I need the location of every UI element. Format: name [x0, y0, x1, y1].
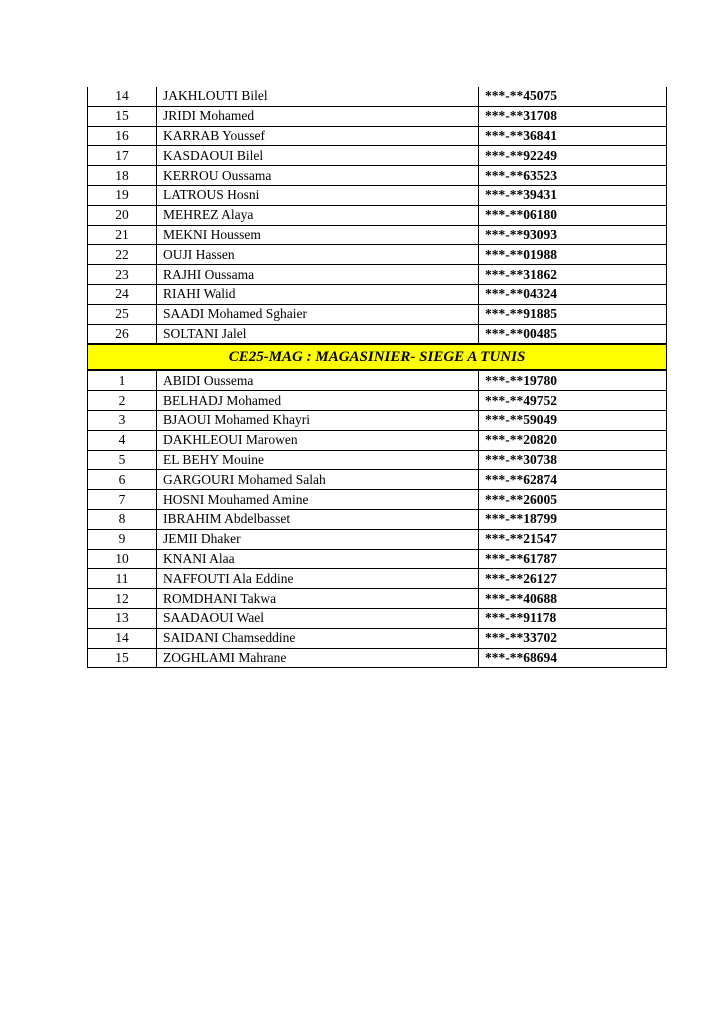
candidate-name: SAADI Mohamed Sghaier: [157, 304, 479, 324]
row-number: 13: [88, 608, 157, 628]
candidate-name: KERROU Oussama: [157, 166, 479, 186]
table-row: [88, 166, 667, 186]
row-number: 21: [88, 225, 157, 245]
candidate-id: ***-**04324: [479, 284, 667, 304]
row-number: 14: [88, 628, 157, 648]
candidate-name: ROMDHANI Takwa: [157, 589, 479, 609]
table-row: [88, 410, 667, 430]
candidate-name: JEMII Dhaker: [157, 529, 479, 549]
row-number: 2: [88, 391, 157, 411]
candidate-id: ***-**20820: [479, 430, 667, 450]
table-row: [88, 608, 667, 628]
table-row: [88, 450, 667, 470]
table-group-1: [88, 87, 667, 344]
candidate-name: MEKNI Houssem: [157, 225, 479, 245]
candidate-name: SOLTANI Jalel: [157, 324, 479, 344]
candidate-id: ***-**31708: [479, 106, 667, 126]
table-section: [88, 344, 667, 370]
candidate-id: ***-**19780: [479, 370, 667, 390]
candidate-id: ***-**93093: [479, 225, 667, 245]
candidate-name: SAADAOUI Wael: [157, 608, 479, 628]
candidate-name: RAJHI Oussama: [157, 265, 479, 285]
candidate-name: JRIDI Mohamed: [157, 106, 479, 126]
candidate-name: GARGOURI Mohamed Salah: [157, 470, 479, 490]
candidate-id: ***-**21547: [479, 529, 667, 549]
candidate-id: ***-**92249: [479, 146, 667, 166]
candidate-name: ABIDI Oussema: [157, 370, 479, 390]
row-number: 24: [88, 284, 157, 304]
candidate-id: ***-**68694: [479, 648, 667, 668]
candidate-id: ***-**63523: [479, 166, 667, 186]
table-row: [88, 106, 667, 126]
row-number: 6: [88, 470, 157, 490]
candidate-name: SAIDANI Chamseddine: [157, 628, 479, 648]
table-row: [88, 284, 667, 304]
candidate-id: ***-**91885: [479, 304, 667, 324]
table-row: [88, 324, 667, 344]
table-row: [88, 370, 667, 390]
row-number: 14: [88, 87, 157, 106]
candidate-name: KASDAOUI Bilel: [157, 146, 479, 166]
candidate-id: ***-**30738: [479, 450, 667, 470]
candidate-name: LATROUS Hosni: [157, 185, 479, 205]
candidate-name: BJAOUI Mohamed Khayri: [157, 410, 479, 430]
candidate-id: ***-**26005: [479, 490, 667, 510]
row-number: 9: [88, 529, 157, 549]
row-number: 12: [88, 589, 157, 609]
candidate-id: ***-**00485: [479, 324, 667, 344]
row-number: 10: [88, 549, 157, 569]
table-row: [88, 529, 667, 549]
table-row: [88, 245, 667, 265]
row-number: 18: [88, 166, 157, 186]
candidate-id: ***-**40688: [479, 589, 667, 609]
candidate-id: ***-**18799: [479, 509, 667, 529]
row-number: 25: [88, 304, 157, 324]
candidate-id: ***-**01988: [479, 245, 667, 265]
candidate-id: ***-**49752: [479, 391, 667, 411]
table-row: [88, 185, 667, 205]
row-number: 4: [88, 430, 157, 450]
candidate-name: BELHADJ Mohamed: [157, 391, 479, 411]
table-row: [88, 549, 667, 569]
candidate-id: ***-**45075: [479, 87, 667, 106]
row-number: 11: [88, 569, 157, 589]
table-group-2: [88, 370, 667, 667]
candidate-id: ***-**36841: [479, 126, 667, 146]
candidate-name: EL BEHY Mouine: [157, 450, 479, 470]
row-number: 8: [88, 509, 157, 529]
candidate-name: MEHREZ Alaya: [157, 205, 479, 225]
row-number: 20: [88, 205, 157, 225]
candidate-id: ***-**61787: [479, 549, 667, 569]
table-row: [88, 470, 667, 490]
candidate-id: ***-**59049: [479, 410, 667, 430]
row-number: 23: [88, 265, 157, 285]
table-row: [88, 205, 667, 225]
table-row: [88, 146, 667, 166]
table-row: [88, 648, 667, 668]
document-page: [87, 87, 658, 668]
table-row: [88, 391, 667, 411]
table-row: [88, 490, 667, 510]
candidate-name: HOSNI Mouhamed Amine: [157, 490, 479, 510]
table-row: [88, 628, 667, 648]
candidate-id: ***-**91178: [479, 608, 667, 628]
table-row: [88, 265, 667, 285]
table-row: [88, 126, 667, 146]
row-number: 15: [88, 106, 157, 126]
table-row: [88, 430, 667, 450]
row-number: 3: [88, 410, 157, 430]
candidate-name: DAKHLEOUI Marowen: [157, 430, 479, 450]
candidate-id: ***-**62874: [479, 470, 667, 490]
section-header-row: [88, 344, 667, 370]
table-row: [88, 304, 667, 324]
candidate-name: OUJI Hassen: [157, 245, 479, 265]
row-number: 16: [88, 126, 157, 146]
candidate-id: ***-**26127: [479, 569, 667, 589]
table-row: [88, 569, 667, 589]
candidate-name: IBRAHIM Abdelbasset: [157, 509, 479, 529]
candidate-name: RIAHI Walid: [157, 284, 479, 304]
candidate-id: ***-**39431: [479, 185, 667, 205]
row-number: 26: [88, 324, 157, 344]
candidate-name: KNANI Alaa: [157, 549, 479, 569]
row-number: 15: [88, 648, 157, 668]
row-number: 1: [88, 370, 157, 390]
row-number: 5: [88, 450, 157, 470]
candidate-name: NAFFOUTI Ala Eddine: [157, 569, 479, 589]
section-title: CE25-MAG : MAGASINIER- SIEGE A TUNIS: [88, 344, 667, 370]
candidate-id: ***-**06180: [479, 205, 667, 225]
row-number: 19: [88, 185, 157, 205]
row-number: 22: [88, 245, 157, 265]
table-row: [88, 589, 667, 609]
candidate-name: ZOGHLAMI Mahrane: [157, 648, 479, 668]
row-number: 7: [88, 490, 157, 510]
candidates-table: [87, 87, 667, 668]
table-row: [88, 225, 667, 245]
row-number: 17: [88, 146, 157, 166]
table-row: [88, 509, 667, 529]
table-row: [88, 87, 667, 106]
candidate-id: ***-**31862: [479, 265, 667, 285]
candidate-name: JAKHLOUTI Bilel: [157, 87, 479, 106]
candidate-name: KARRAB Youssef: [157, 126, 479, 146]
candidate-id: ***-**33702: [479, 628, 667, 648]
